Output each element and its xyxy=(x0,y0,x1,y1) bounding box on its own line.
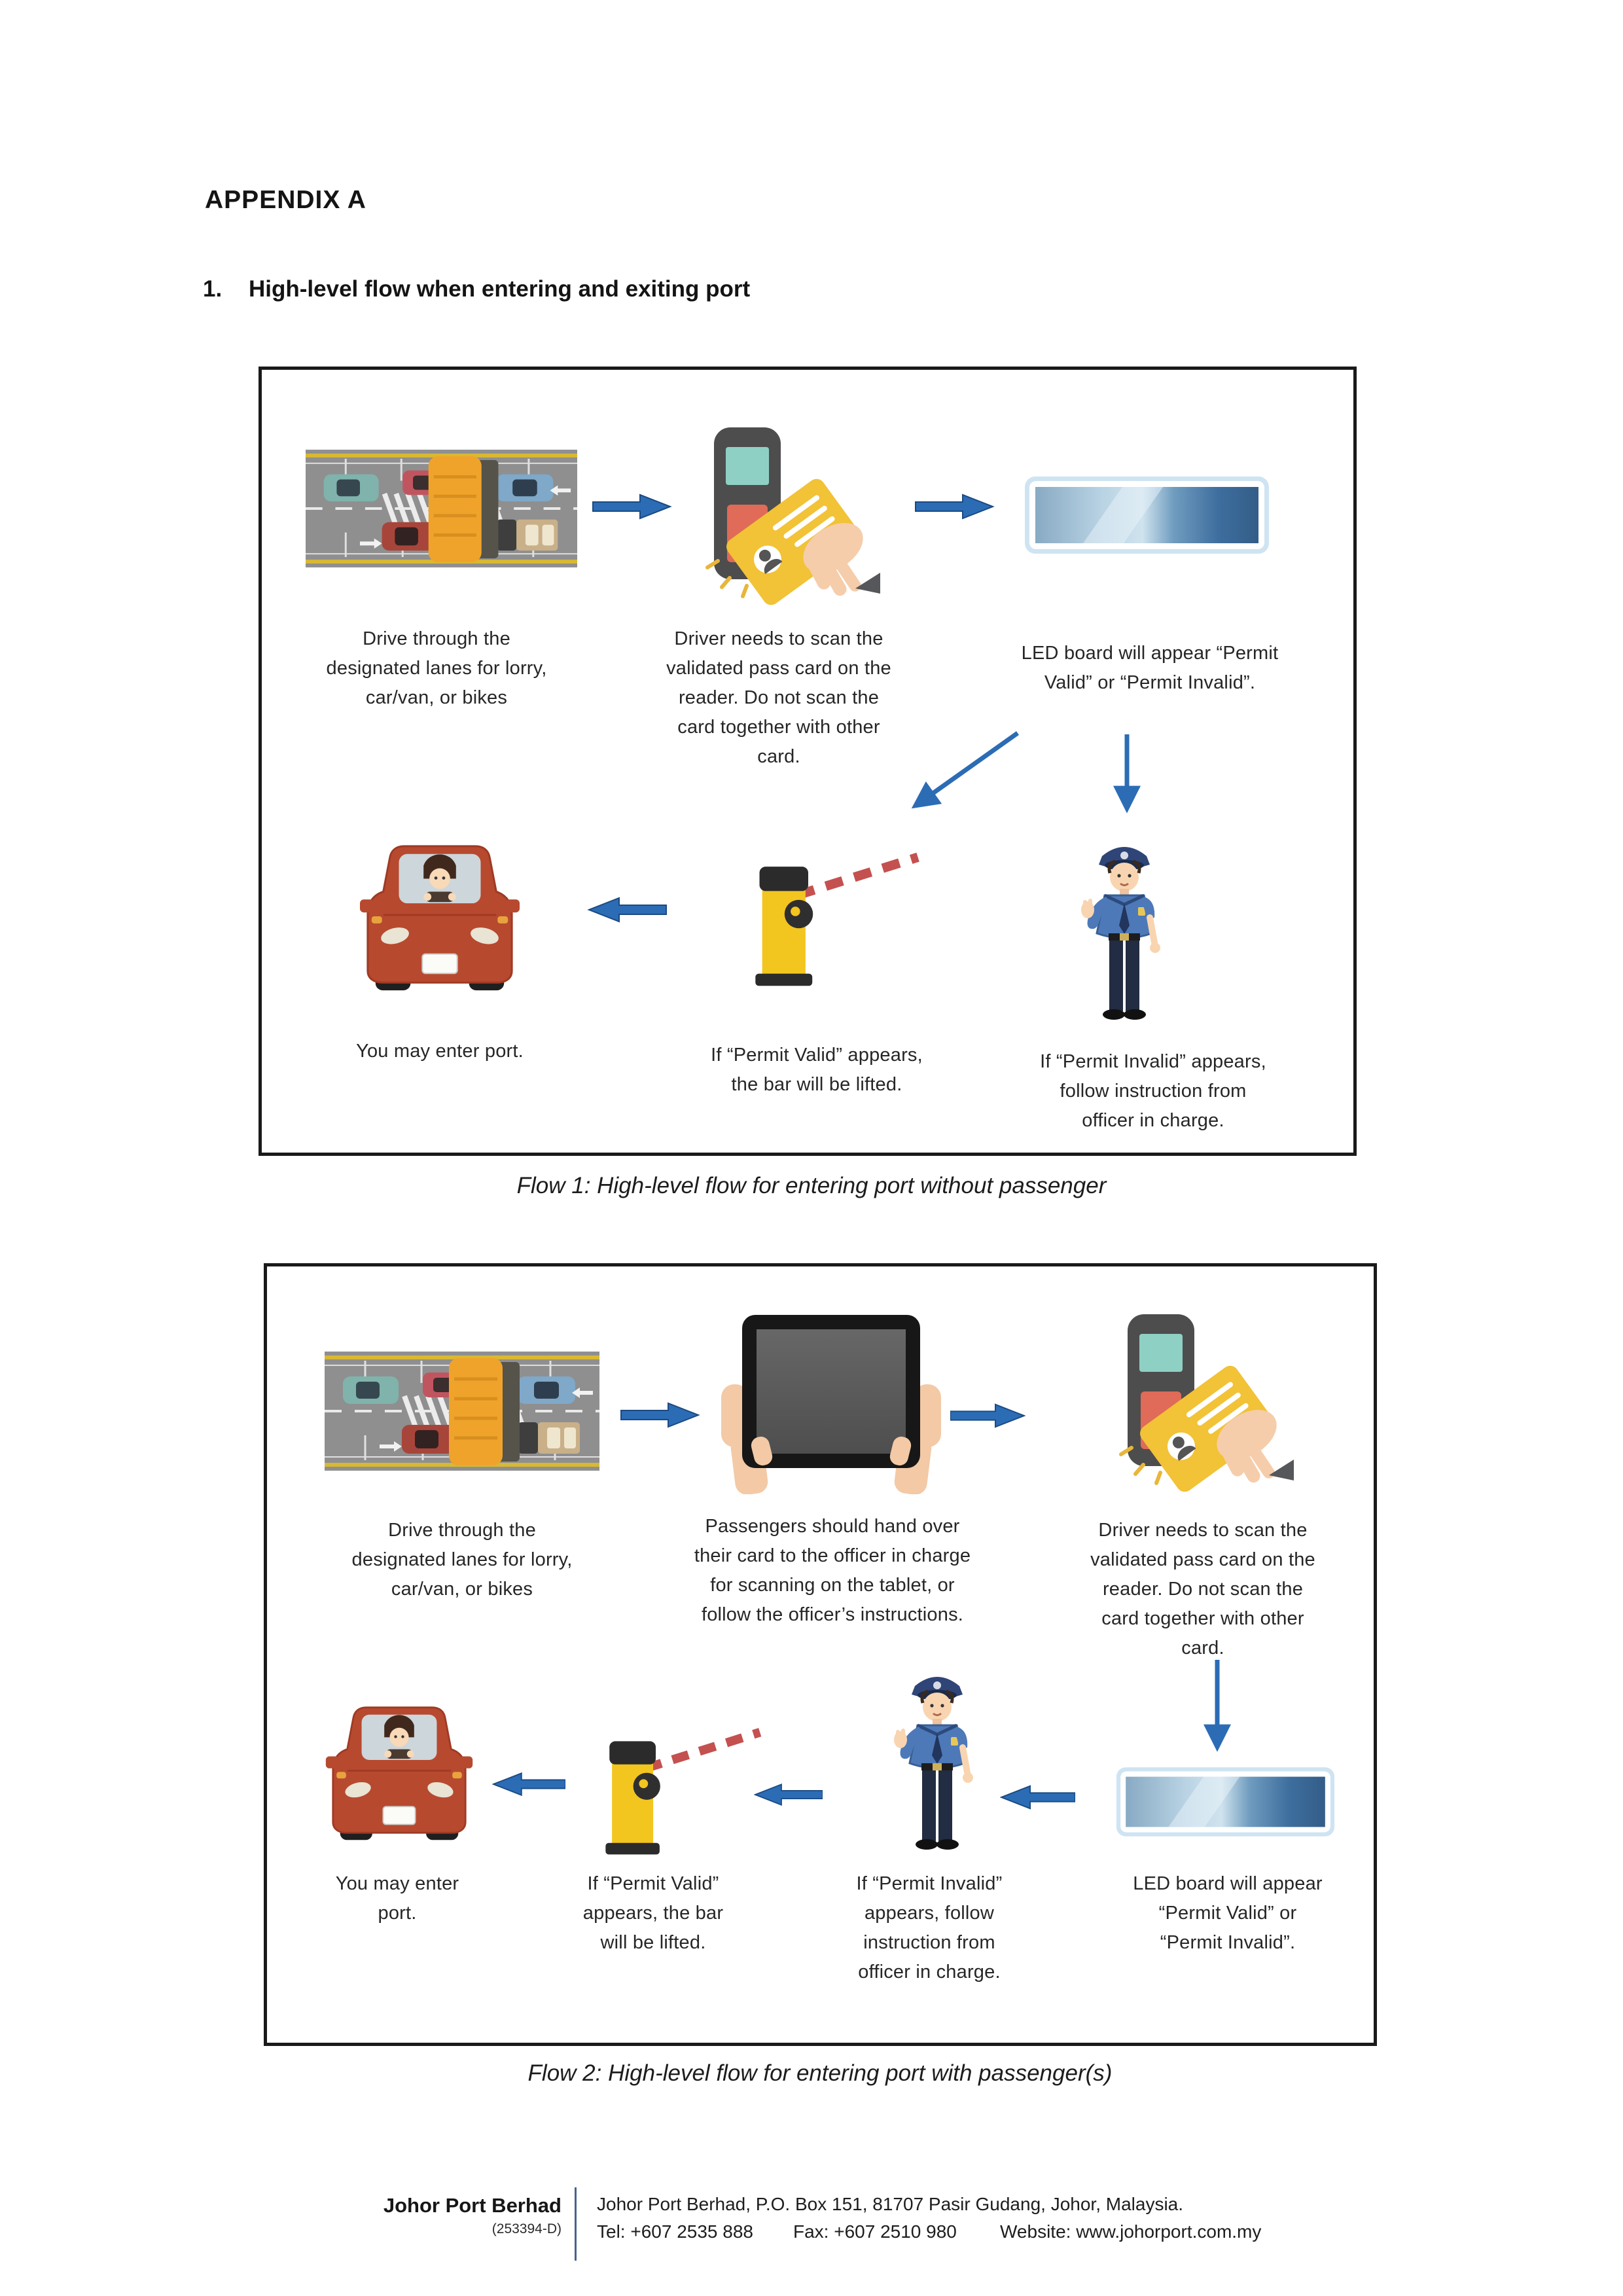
caption-line: for scanning on the tablet, or xyxy=(710,1575,955,1596)
arrow-right-icon xyxy=(915,492,995,521)
flow2-figure-caption: Flow 2: High-level flow for entering port with passenger(s) xyxy=(527,2060,1113,2086)
car-with-driver-icon xyxy=(359,836,521,1000)
caption-line: Drive through the xyxy=(363,628,510,649)
appendix-title: APPENDIX A xyxy=(205,186,366,214)
caption-line: If “Permit Valid” xyxy=(587,1873,719,1894)
caption-line: officer in charge. xyxy=(858,1962,1001,1982)
arrow-left-icon xyxy=(587,895,667,924)
caption-line: reader. Do not scan the xyxy=(678,687,880,708)
caption-line: LED board will appear “Permit xyxy=(1021,643,1279,664)
footer-divider xyxy=(575,2187,577,2261)
step-caption-scan xyxy=(1052,1516,1353,1663)
section-title: High-level flow when entering and exiting port xyxy=(249,276,751,302)
arrow-right-icon xyxy=(592,492,672,521)
arrow-right-icon xyxy=(950,1402,1026,1429)
footer-company-registration: (253394-D) xyxy=(491,2221,562,2236)
caption-line: You may enter xyxy=(335,1873,459,1894)
caption-line: “Permit Invalid”. xyxy=(1160,1932,1296,1953)
caption-line: appears, the bar xyxy=(582,1903,724,1924)
arrow-right-icon xyxy=(620,1401,700,1429)
caption-line: designated lanes for lorry, xyxy=(351,1549,573,1570)
step-caption-scan xyxy=(628,624,929,772)
footer-address: Johor Port Berhad, P.O. Box 151, 81707 Pasir Gudang, Johor, Malaysia. xyxy=(597,2194,1184,2214)
step-caption-tablet xyxy=(643,1512,1022,1630)
caption-line: will be lifted. xyxy=(600,1932,706,1953)
police-officer-icon xyxy=(885,1662,990,1859)
caption-line: follow instruction from xyxy=(1060,1081,1247,1102)
card-reader-icon xyxy=(696,422,882,609)
step-caption-invalid xyxy=(1003,1047,1304,1136)
caption-line: “Permit Valid” or xyxy=(1158,1903,1297,1924)
barrier-gate-icon xyxy=(730,848,926,997)
caption-line: Valid” or “Permit Invalid”. xyxy=(1044,672,1256,693)
road-lanes-icon xyxy=(325,1348,599,1474)
caption-line: reader. Do not scan the xyxy=(1102,1579,1304,1600)
caption-line: card together with other xyxy=(677,717,880,738)
barrier-gate-icon xyxy=(581,1721,768,1867)
caption-line: car/van, or bikes xyxy=(391,1579,533,1600)
step-caption-drive xyxy=(293,624,580,713)
caption-line: If “Permit Invalid” appears, xyxy=(1040,1051,1266,1072)
footer-fax: Fax: +607 2510 980 xyxy=(793,2221,957,2242)
caption-line: instruction from xyxy=(863,1932,995,1953)
step-caption-invalid xyxy=(815,1869,1044,1987)
step-caption-enter xyxy=(302,1037,577,1066)
caption-line: card. xyxy=(757,746,800,767)
footer-website: Website: www.johorport.com.my xyxy=(1000,2221,1262,2242)
led-board-icon xyxy=(1024,476,1270,554)
caption-line: designated lanes for lorry, xyxy=(326,658,547,679)
car-with-driver-icon xyxy=(325,1698,474,1849)
arrow-left-icon xyxy=(492,1770,565,1798)
caption-line: You may enter port. xyxy=(356,1041,524,1062)
caption-line: If “Permit Invalid” xyxy=(856,1873,1003,1894)
led-board-icon xyxy=(1116,1762,1335,1842)
caption-line: card. xyxy=(1181,1638,1224,1659)
caption-line: LED board will appear xyxy=(1133,1873,1323,1894)
caption-line: validated pass card on the xyxy=(1090,1549,1315,1570)
step-caption-led xyxy=(1113,1869,1342,1958)
footer-tel: Tel: +607 2535 888 xyxy=(597,2221,753,2242)
caption-line: the bar will be lifted. xyxy=(731,1074,902,1095)
tablet-in-hands-icon xyxy=(720,1311,942,1494)
caption-line: Driver needs to scan the xyxy=(674,628,883,649)
arrow-left-icon xyxy=(754,1782,823,1808)
caption-line: Drive through the xyxy=(388,1520,536,1541)
step-caption-enter xyxy=(299,1869,495,1928)
caption-line: card together with other xyxy=(1101,1608,1304,1629)
step-caption-valid xyxy=(545,1869,761,1958)
card-reader-icon xyxy=(1109,1309,1296,1496)
step-caption-drive xyxy=(315,1516,609,1604)
step-caption-led xyxy=(980,639,1320,698)
police-officer-icon xyxy=(1072,833,1177,1029)
caption-line: port. xyxy=(378,1903,417,1924)
step-caption-valid xyxy=(666,1041,967,1100)
arrow-down-icon xyxy=(1111,732,1143,830)
section-number: 1. xyxy=(203,276,223,302)
caption-line: validated pass card on the xyxy=(666,658,891,679)
flow1-figure-caption: Flow 1: High-level flow for entering port without passenger xyxy=(516,1173,1107,1198)
caption-line: officer in charge. xyxy=(1082,1110,1224,1131)
caption-line: appears, follow xyxy=(864,1903,995,1924)
caption-line: car/van, or bikes xyxy=(365,687,508,708)
caption-line: Passengers should hand over xyxy=(705,1516,960,1537)
road-lanes-icon xyxy=(306,446,577,571)
footer-company-name: Johor Port Berhad xyxy=(383,2194,562,2217)
arrow-down-icon xyxy=(1202,1657,1233,1772)
caption-line: If “Permit Valid” appears, xyxy=(711,1045,923,1066)
arrow-left-icon xyxy=(1000,1784,1075,1811)
caption-line: Driver needs to scan the xyxy=(1098,1520,1308,1541)
caption-line: follow the officer’s instructions. xyxy=(701,1604,964,1625)
caption-line: their card to the officer in charge xyxy=(694,1545,971,1566)
arrow-diagonal-icon xyxy=(887,728,1024,826)
